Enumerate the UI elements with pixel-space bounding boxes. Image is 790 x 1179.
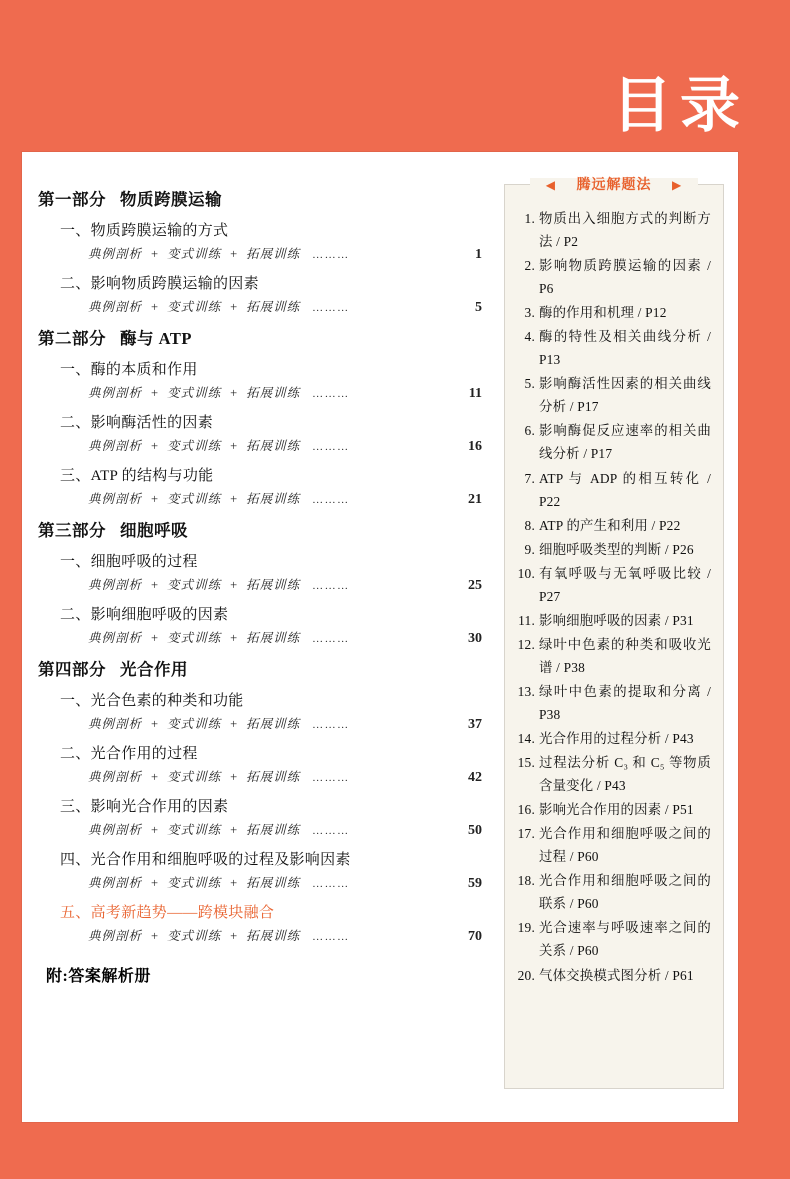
- section-detail: [88, 820, 492, 839]
- page-title: 目录: [612, 73, 748, 139]
- chip-case-analysis: 典例剖析: [88, 247, 143, 261]
- chip-variant-drill: 变式训练: [167, 876, 222, 890]
- plus-sign: +: [151, 300, 159, 314]
- leader-dots: ………: [312, 494, 350, 506]
- chip-case-analysis: 典例剖析: [88, 823, 143, 837]
- leader-dots: ………: [312, 878, 350, 890]
- section-detail: [88, 767, 492, 786]
- leader-dots: ………: [312, 302, 350, 314]
- list-item[interactable]: 绿叶中色素的种类和吸收光谱 / P38: [539, 636, 711, 675]
- part-title: [38, 186, 492, 210]
- page-number: 59: [468, 876, 482, 891]
- plus-sign: +: [230, 823, 238, 837]
- section-detail: [88, 383, 492, 402]
- plus-sign: +: [151, 247, 159, 261]
- section-detail: [88, 926, 492, 945]
- page-number: 16: [468, 439, 482, 454]
- method-title-text: 腾远解题法: [569, 178, 660, 193]
- chip-variant-drill: 变式训练: [167, 823, 222, 837]
- page-number: 70: [468, 929, 482, 944]
- section-detail: [88, 489, 492, 508]
- plus-sign: +: [151, 439, 159, 453]
- part-number: 第一部分: [38, 190, 106, 209]
- chip-extension-drill: 拓展训练: [246, 300, 301, 314]
- table-of-contents: [22, 152, 492, 1122]
- method-list: [515, 207, 711, 987]
- chip-variant-drill: 变式训练: [167, 247, 222, 261]
- part-number: 第三部分: [38, 521, 106, 540]
- plus-sign: +: [151, 578, 159, 592]
- list-item[interactable]: 绿叶中色素的提取和分离 / P38: [539, 683, 711, 722]
- plus-sign: +: [151, 770, 159, 784]
- chip-variant-drill: 变式训练: [167, 717, 222, 731]
- list-item[interactable]: 过程法分析 C₃ 和 C₅ 等物质含量变化 / P43: [539, 755, 711, 794]
- section-title[interactable]: 一、细胞呼吸的过程: [60, 554, 198, 570]
- chip-extension-drill: 拓展训练: [246, 876, 301, 890]
- chip-extension-drill: 拓展训练: [246, 492, 301, 506]
- plus-sign: +: [230, 300, 238, 314]
- section-title[interactable]: 二、影响酶活性的因素: [60, 415, 214, 431]
- plus-sign: +: [151, 492, 159, 506]
- chip-variant-drill: 变式训练: [167, 770, 222, 784]
- page-number: 1: [475, 247, 482, 262]
- chip-variant-drill: 变式训练: [167, 631, 222, 645]
- chip-extension-drill: 拓展训练: [246, 386, 301, 400]
- page-number: 50: [468, 823, 482, 838]
- plus-sign: +: [151, 386, 159, 400]
- chip-variant-drill: 变式训练: [167, 300, 222, 314]
- chip-extension-drill: 拓展训练: [246, 823, 301, 837]
- section-title[interactable]: 三、ATP 的结构与功能: [60, 468, 214, 484]
- section-detail: [88, 575, 492, 594]
- chip-extension-drill: 拓展训练: [246, 578, 301, 592]
- leader-dots: ………: [312, 931, 350, 943]
- chip-extension-drill: 拓展训练: [246, 439, 301, 453]
- section-title[interactable]: 一、光合色素的种类和功能: [60, 693, 244, 709]
- appendix-note: 附:答案解析册: [46, 968, 151, 985]
- chip-variant-drill: 变式训练: [167, 578, 222, 592]
- chip-case-analysis: 典例剖析: [88, 439, 143, 453]
- chip-extension-drill: 拓展训练: [246, 929, 301, 943]
- leader-dots: ………: [312, 772, 350, 784]
- plus-sign: +: [230, 439, 238, 453]
- list-item[interactable]: 影响物质跨膜运输的因素 / P6: [539, 258, 711, 297]
- list-item[interactable]: 酶的特性及相关曲线分析 / P13: [539, 329, 711, 368]
- section-detail: [88, 244, 492, 263]
- plus-sign: +: [230, 492, 238, 506]
- leader-dots: ………: [312, 249, 350, 261]
- list-item[interactable]: ATP 与 ADP 的相互转化 / P22: [539, 470, 711, 509]
- part-name: 光合作用: [120, 660, 188, 679]
- method-box-header: [505, 174, 723, 194]
- chip-extension-drill: 拓展训练: [246, 770, 301, 784]
- list-item[interactable]: ATP 的产生和利用 / P22: [539, 517, 681, 533]
- leader-dots: ………: [312, 441, 350, 453]
- deco-right-icon: ▶: [664, 178, 690, 192]
- chip-case-analysis: 典例剖析: [88, 300, 143, 314]
- plus-sign: +: [151, 823, 159, 837]
- leader-dots: ………: [312, 388, 350, 400]
- plus-sign: +: [230, 631, 238, 645]
- section-detail: [88, 873, 492, 892]
- page-number: 25: [468, 578, 482, 593]
- part-title: [38, 325, 492, 349]
- chip-case-analysis: 典例剖析: [88, 386, 143, 400]
- chip-variant-drill: 变式训练: [167, 439, 222, 453]
- chip-case-analysis: 典例剖析: [88, 876, 143, 890]
- list-item[interactable]: 气体交换模式图分析 / P61: [539, 967, 694, 983]
- plus-sign: +: [151, 876, 159, 890]
- chip-case-analysis: 典例剖析: [88, 929, 143, 943]
- part-title: [38, 656, 492, 680]
- part-title: [38, 517, 492, 541]
- leader-dots: ………: [312, 580, 350, 592]
- leader-dots: ………: [312, 719, 350, 731]
- part-number: 第四部分: [38, 660, 106, 679]
- section-detail: [88, 297, 492, 316]
- part-name: 酶与 ATP: [120, 329, 192, 348]
- chip-extension-drill: 拓展训练: [246, 631, 301, 645]
- section-detail: [88, 628, 492, 647]
- plus-sign: +: [230, 876, 238, 890]
- method-sidebar: [492, 152, 738, 1122]
- leader-dots: ………: [312, 825, 350, 837]
- section-title[interactable]: 四、光合作用和细胞呼吸的过程及影响因素: [60, 852, 351, 868]
- part-name: 细胞呼吸: [120, 521, 188, 540]
- list-item[interactable]: 影响酶促反应速率的相关曲线分析 / P17: [539, 423, 711, 462]
- list-item[interactable]: 影响细胞呼吸的因素 / P31: [539, 612, 694, 628]
- page-number: 21: [468, 492, 482, 507]
- method-box-title: [530, 178, 698, 193]
- chip-case-analysis: 典例剖析: [88, 492, 143, 506]
- page-number: 42: [468, 770, 482, 785]
- section-detail: [88, 714, 492, 733]
- list-item[interactable]: 有氧呼吸与无氧呼吸比较 / P27: [539, 565, 711, 604]
- content-sheet: [22, 152, 738, 1122]
- chip-variant-drill: 变式训练: [167, 386, 222, 400]
- list-item[interactable]: 细胞呼吸类型的判断 / P26: [539, 541, 694, 557]
- section-title[interactable]: 二、光合作用的过程: [60, 746, 198, 762]
- section-title-highlight[interactable]: 五、高考新趋势——跨模块融合: [60, 905, 275, 921]
- chip-extension-drill: 拓展训练: [246, 247, 301, 261]
- list-item[interactable]: 物质出入细胞方式的判断方法 / P2: [539, 211, 711, 250]
- chip-case-analysis: 典例剖析: [88, 631, 143, 645]
- chip-variant-drill: 变式训练: [167, 492, 222, 506]
- plus-sign: +: [151, 631, 159, 645]
- section-title[interactable]: 一、物质跨膜运输的方式: [60, 223, 229, 239]
- page-number: 5: [475, 300, 482, 315]
- chip-case-analysis: 典例剖析: [88, 770, 143, 784]
- list-item[interactable]: 光合速率与呼吸速率之间的关系 / P60: [539, 920, 711, 959]
- part-number: 第二部分: [38, 329, 106, 348]
- chip-extension-drill: 拓展训练: [246, 717, 301, 731]
- section-title[interactable]: 二、影响物质跨膜运输的因素: [60, 276, 259, 292]
- plus-sign: +: [151, 717, 159, 731]
- plus-sign: +: [230, 247, 238, 261]
- plus-sign: +: [230, 386, 238, 400]
- list-item[interactable]: 光合作用和细胞呼吸之间的联系 / P60: [539, 873, 711, 912]
- deco-left-icon: ◀: [538, 178, 564, 192]
- section-title[interactable]: 一、酶的本质和作用: [60, 362, 198, 378]
- chip-case-analysis: 典例剖析: [88, 717, 143, 731]
- page-number: 11: [468, 386, 482, 401]
- page-number: 30: [468, 631, 482, 646]
- list-item[interactable]: 影响酶活性因素的相关曲线分析 / P17: [539, 376, 711, 415]
- chip-variant-drill: 变式训练: [167, 929, 222, 943]
- list-item[interactable]: 光合作用和细胞呼吸之间的过程 / P60: [539, 826, 711, 865]
- list-item[interactable]: 酶的作用和机理 / P12: [539, 305, 667, 321]
- plus-sign: +: [230, 770, 238, 784]
- plus-sign: +: [230, 929, 238, 943]
- method-box: [504, 178, 724, 1089]
- section-title[interactable]: 三、影响光合作用的因素: [60, 799, 229, 815]
- section-title[interactable]: 二、影响细胞呼吸的因素: [60, 607, 229, 623]
- plus-sign: +: [230, 578, 238, 592]
- list-item[interactable]: 光合作用的过程分析 / P43: [539, 731, 694, 747]
- page-number: 37: [468, 717, 482, 732]
- list-item[interactable]: 影响光合作用的因素 / P51: [539, 802, 694, 818]
- section-detail: [88, 436, 492, 455]
- plus-sign: +: [151, 929, 159, 943]
- leader-dots: ………: [312, 633, 350, 645]
- part-name: 物质跨膜运输: [120, 190, 222, 209]
- chip-case-analysis: 典例剖析: [88, 578, 143, 592]
- plus-sign: +: [230, 717, 238, 731]
